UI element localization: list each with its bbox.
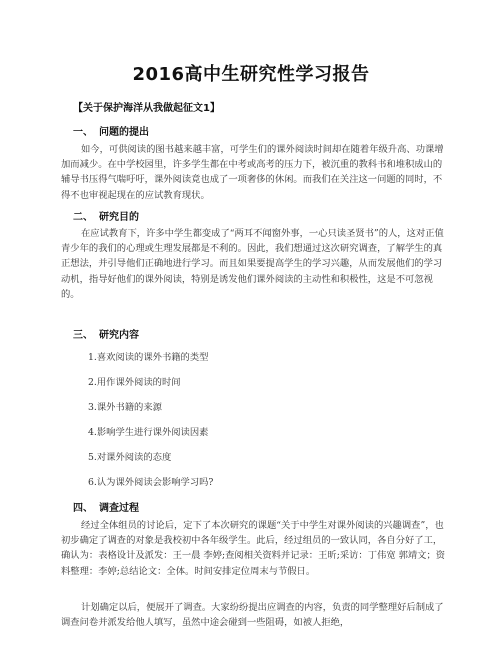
section-2-paragraph: 在应试教育下，许多中学生都变成了“两耳不闻窗外事，一心只读圣贤书”的人，这对正值青少年的我们的心理或生理发展都是不利的。因此，我们想通过这次研究调查，了解学生的真正想法，并引导他们正确地进行学习。而且如果要提高学生的学习兴趣，从而发展他们的学习动机，指导好他们的课外阅读，特别是诱发他们课外阅读的主动性和积极性，这是不可忽视的。 xyxy=(61,228,444,300)
section-number: 一、 xyxy=(73,127,93,138)
section-title: 调查过程 xyxy=(99,503,139,514)
section-number: 四、 xyxy=(73,503,93,514)
list-item: 3.课外书籍的来源 xyxy=(88,402,162,413)
section-1-paragraph: 如今，可供阅读的图书越来越丰富，可学生们的课外阅读时间却在随着年级升高、功课增加而减少。在中学校园里，许多学生都在中考或高考的压力下，被沉重的教科书和堆积成山的辅导书压得气喘吁吁，课外阅读竟也成了一项奢侈的休闲。而我们在关注这一问题的同时，不得不也审视起现在的应试教育现状。 xyxy=(61,144,444,201)
section-title: 研究目的 xyxy=(99,212,139,223)
section-number: 二、 xyxy=(73,212,93,223)
document-title: 2016高中生研究性学习报告 xyxy=(132,64,370,85)
list-item: 1.喜欢阅读的课外书籍的类型 xyxy=(88,352,209,363)
section-4-paragraph-2: 计划确定以后，便展开了调查。大家纷纷提出应调查的内容，负责的同学整理好后制成了调查问卷并派发给他人填写，虽然中途会碰到一些阻碍，如被人拒绝， xyxy=(61,602,444,629)
section-title: 研究内容 xyxy=(99,330,139,341)
section-4-paragraph: 经过全体组员的讨论后，定下了本次研究的课题“关于中学生对课外阅读的兴趣调查”，也初步确定了调查的对象是我校初中各年级学生。此后，经过组员的一致认同，各自分好了工，确认为：表格设计及派发：王一晨 李婷;查阅相关资料并记录：王昕;采访：丁伟宽 郭靖文；资料整理：李婷;总结论文：全体。时间安排定位周末与节假日。 xyxy=(61,520,446,577)
list-item: 2.用作课外阅读的时间 xyxy=(88,377,181,388)
section-number: 三、 xyxy=(73,330,93,341)
list-item: 5.对课外阅读的态度 xyxy=(88,452,172,463)
section-title: 问题的提出 xyxy=(99,127,149,138)
section-heading-4 xyxy=(73,499,139,514)
list-item: 6.认为课外阅读会影响学习吗? xyxy=(88,477,214,488)
list-item: 4.影响学生进行课外阅读因素 xyxy=(88,427,209,438)
section-heading-3 xyxy=(73,326,139,341)
section-heading-1 xyxy=(73,123,149,138)
document-subtitle: 【关于保护海洋从我做起征文1】 xyxy=(73,103,220,114)
section-heading-2 xyxy=(73,208,139,223)
